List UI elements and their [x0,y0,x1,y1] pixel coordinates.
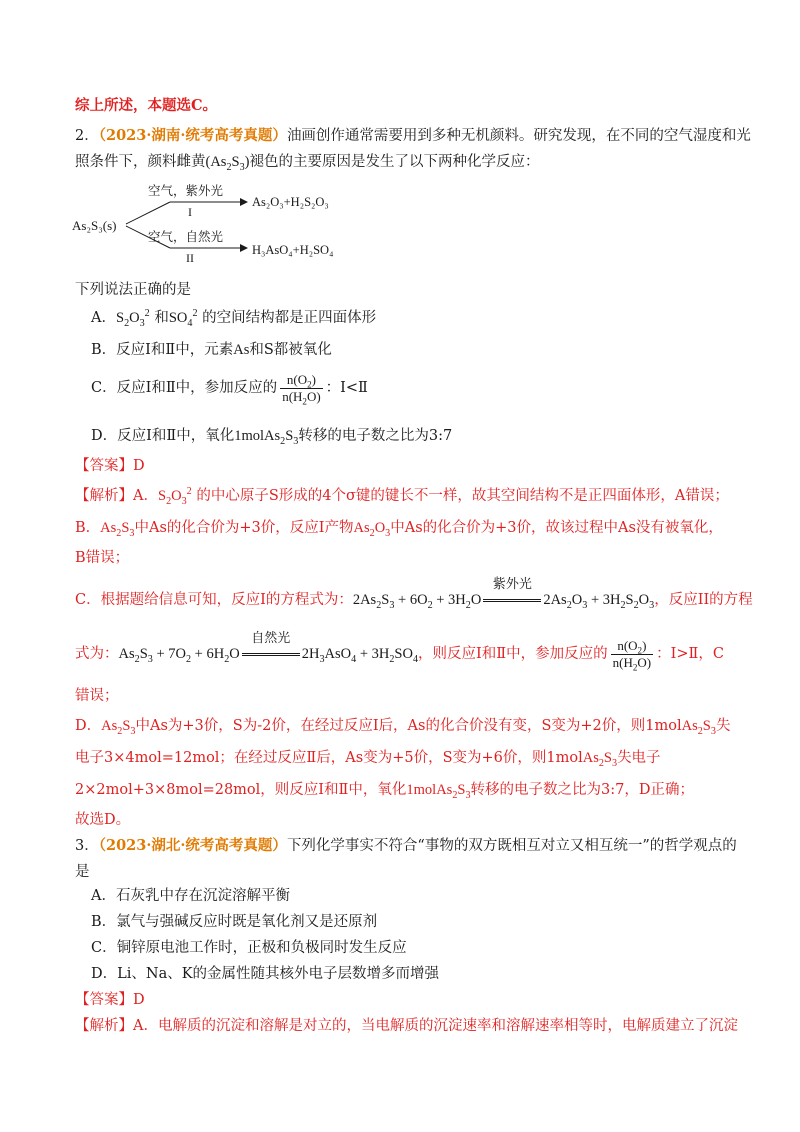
question-source: （2023·湖北·统考高考真题） [98,837,287,854]
reaction-scheme [70,178,370,268]
q2-explain-d3: 2×2mol+3×8mol=28mol，则反应Ⅰ和Ⅱ中，氧化$1molAs_2S_3$转移的电子数之比为3:7，D正确； [75,782,694,801]
question-number: 3． [75,838,99,854]
q2-option-d: D．反应Ⅰ和Ⅱ中，氧化$1molAs_2S_3$转移的电子数之比为3:7 [91,428,453,447]
scheme-product-1: As₂O₃+H₂S₂O₃ [252,195,329,209]
q2-stem-line2: 照条件下，颜料雌黄$(As_2S_3)$褪色的主要原因是发生了以下两种化学反应： [75,154,540,173]
q2-explain-c2: 式为：$As_2S_3 + 7O_2 + 6H_2O$ 自然光 $2H_3AsO_4 + 3H_2SO_4$，则反应Ⅰ和Ⅱ中，参加反应的 $\frac{n(O_2)}{n(H_2O)}$ ：Ⅰ>Ⅱ，C [75,630,724,673]
q2-stem-line1: 2．（2023·湖南·统考高考真题）油画创作通常需要用到多种无机颜料。研究发现，在不同的空气湿度和光 [75,127,751,144]
scheme-label-1: I [188,205,192,219]
scheme-condition-2: 空气，自然光 [148,229,224,244]
q2-explain-d2: 电子3×4mol=12mol；在经过反应Ⅱ后，As变为+5价，S变为+6价，则$1molAs_2S_3$失电子 [75,750,661,769]
conclusion-line: 综上所述，本题选C。 [75,97,218,114]
q2-explain-end: 故选D。 [75,812,131,828]
q2-explain-c3: 错误； [75,688,119,704]
scheme-reactant: As₂S₃(s) [72,218,117,233]
q2-ask: 下列说法正确的是 [75,282,191,298]
q2-option-b: B．反应Ⅰ和Ⅱ中，元素As和S都被氧化 [91,342,332,358]
q2-explain-d1: D．$As_2S_3$中As为+3价，S为-2价，在经过反应Ⅰ后，As的化合价没有变，S变为+2价，则$1molAs_2S_3$失 [75,718,731,737]
q2-explain-a: 【解析】A．$S_2O_3^2$ 的中心原子S形成的4个σ键的键长不一样，故其空间结构不是正四面体形，A错误； [75,486,729,507]
q3-option-d: D．Li、Na、K的金属性随其核外电子层数增多而增强 [91,966,440,982]
q3-stem-line1: 3．（2023·湖北·统考高考真题）下列化学事实不符合“事物的双方既相互对立又相互统一”的哲学观点的 [75,837,737,854]
q3-stem-line2: 是 [75,864,90,880]
scheme-product-2: H₃AsO₄+H₂SO₄ [252,243,334,257]
q2-explain-c1: C．根据题给信息可知，反应I的方程式为：$2As_2S_3 + 6O_2 + 3H_2O$ 紫外光 $2As_2O_3 + 3H_2S_2O_3$，反应II的方程 [75,576,753,611]
q3-answer: 【答案】D [75,992,145,1008]
question-source: （2023·湖南·统考高考真题） [98,127,287,144]
q2-option-c: C．反应Ⅰ和Ⅱ中，参加反应的 $\frac{n(O_2)}{n(H_2O)}$ ：Ⅰ<Ⅱ [91,371,368,407]
scheme-label-2: II [186,251,194,265]
q2-explain-b1: B．$As_2S_3$中As的化合价为+3价，反应Ⅰ产物$As_2O_3$中As的化合价为+3价，故该过程中As没有被氧化， [75,520,723,539]
q2-explain-b2: B错误； [75,550,130,566]
q2-option-a: A．$S_2O_3^2$ 和$SO_4^2$ 的空间结构都是正四面体形 [91,308,377,329]
question-number: 2． [75,128,99,144]
q3-option-b: B．氯气与强碱反应时既是氧化剂又是还原剂 [91,914,378,930]
q3-option-a: A．石灰乳中存在沉淀溶解平衡 [91,888,290,904]
q2-answer: 【答案】D [75,458,145,474]
q3-explain-a: 【解析】A．电解质的沉淀和溶解是对立的，当电解质的沉淀速率和溶解速率相等时，电解质建立了沉淀 [75,1018,738,1034]
q3-option-c: C．铜锌原电池工作时，正极和负极同时发生反应 [91,940,407,956]
scheme-condition-1: 空气，紫外光 [148,183,224,198]
